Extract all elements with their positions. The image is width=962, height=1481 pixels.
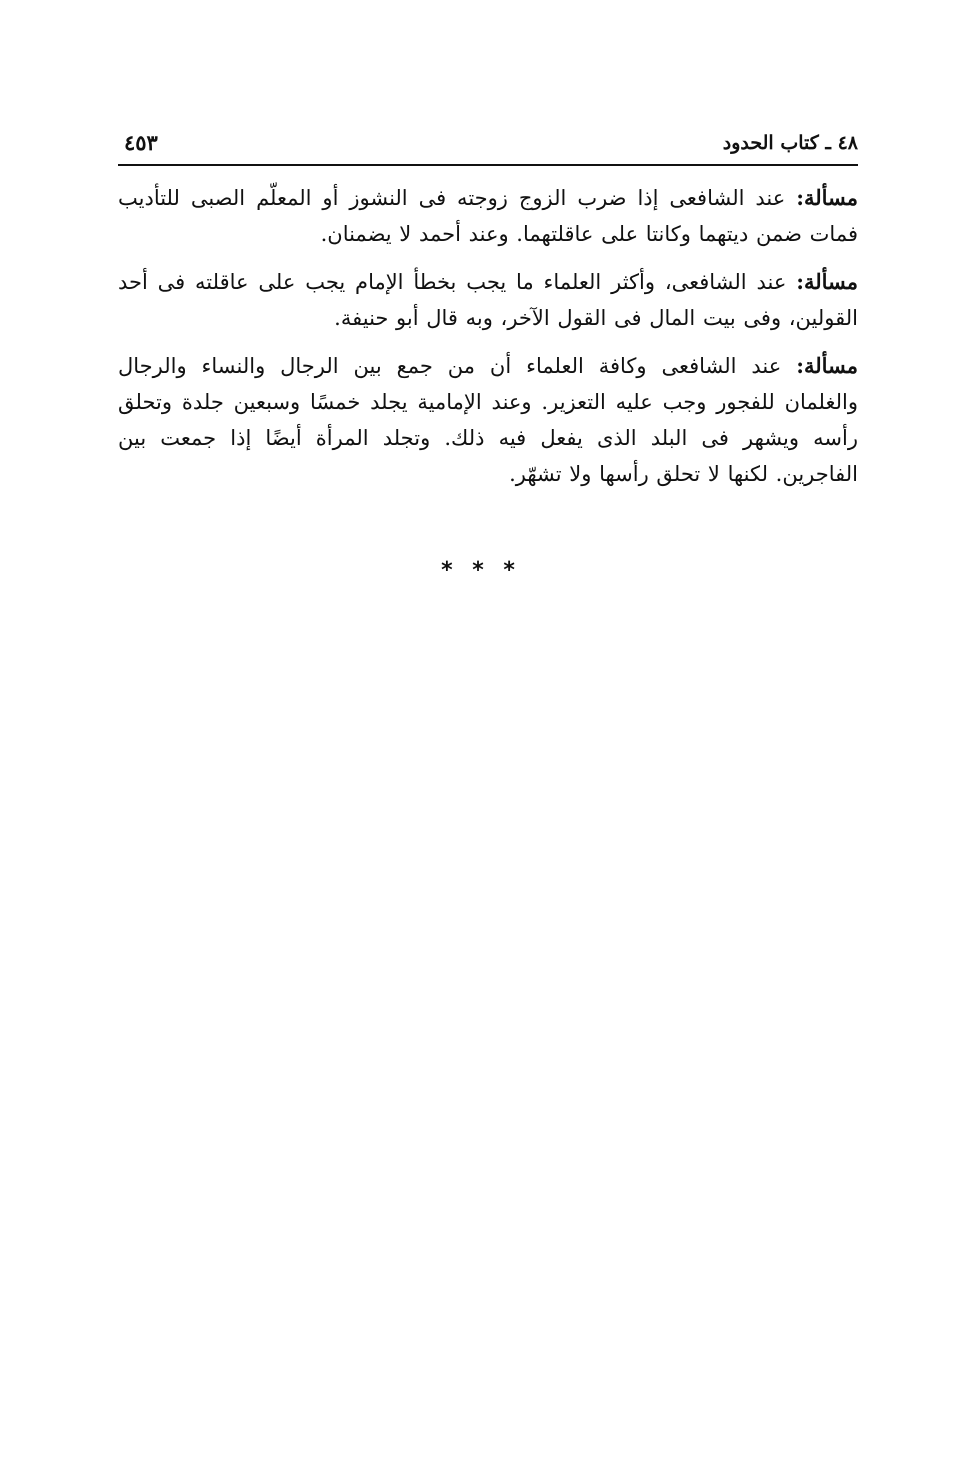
issue-paragraph [118,264,858,336]
header-rule [118,164,858,166]
page-number: ٤٥٣ [124,130,158,155]
issue-label: مسألة: [796,185,858,210]
issue-text: عند الشافعى إذا ضرب الزوج زوجته فى النشوز أو المعلّم الصبى للتأديب فمات ضمن ديتهما وكانتا على عاقلتهما. وعند أحمد لا يضمنان. [118,186,858,246]
issue-label: مسألة: [796,353,858,378]
issue-paragraph [118,348,858,492]
issue-text: عند الشافعى وكافة العلماء أن من جمع بين الرجال والنساء والرجال والغلمان للفجور وجب عليه التعزير. وعند الإمامية يجلد خمسًا وسبعين جلدة وتحلق رأسه ويشهر فى البلد الذى يفعل فيه ذلك. وتجلد المرأة أيضًا إذا جمعت بين الفاجرين. لكنها لا تحلق رأسها ولا تشهّر. [118,354,858,486]
running-header [118,128,858,162]
issue-label: مسألة: [796,269,858,294]
issue-paragraph [118,180,858,252]
body-text [118,180,858,504]
section-end-ornament: * * * [441,558,521,583]
issue-text: عند الشافعى، وأكثر العلماء ما يجب بخطأ الإمام يجب على عاقلته فى أحد القولين، وفى بيت المال فى القول الآخر، وبه قال أبو حنيفة. [118,270,858,330]
chapter-title: ٤٨ ـ كتاب الحدود [722,132,858,154]
